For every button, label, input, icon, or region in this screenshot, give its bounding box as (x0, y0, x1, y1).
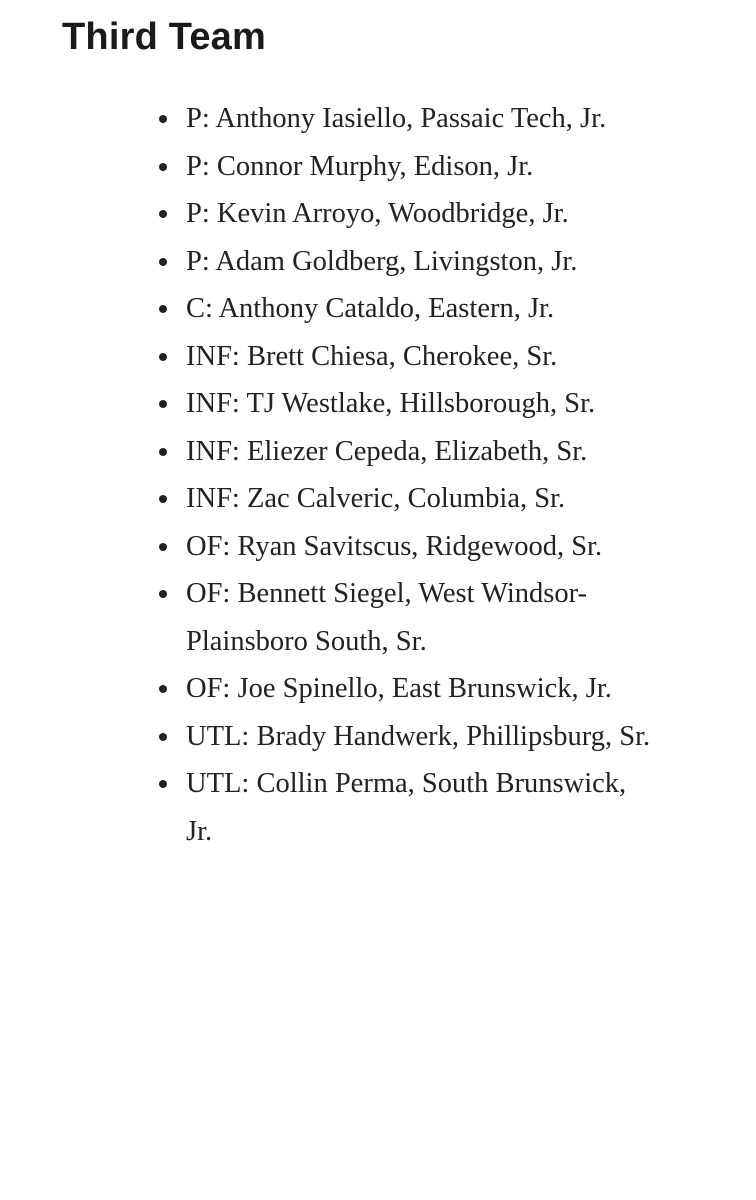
list-item: P: Kevin Arroyo, Woodbridge, Jr. (186, 190, 656, 238)
list-item: INF: Brett Chiesa, Cherokee, Sr. (186, 333, 656, 381)
list-item: C: Anthony Cataldo, Eastern, Jr. (186, 285, 656, 333)
list-item: UTL: Brady Handwerk, Phillipsburg, Sr. (186, 713, 656, 761)
list-item: INF: Zac Calveric, Columbia, Sr. (186, 475, 656, 523)
list-item: OF: Ryan Savitscus, Ridgewood, Sr. (186, 523, 656, 571)
list-item: P: Adam Goldberg, Livingston, Jr. (186, 238, 656, 286)
list-item: P: Connor Murphy, Edison, Jr. (186, 143, 656, 191)
list-item: OF: Joe Spinello, East Brunswick, Jr. (186, 665, 656, 713)
list-item: UTL: Collin Perma, South Brunswick, Jr. (186, 760, 656, 855)
list-item: INF: TJ Westlake, Hillsborough, Sr. (186, 380, 656, 428)
player-list (186, 95, 656, 855)
list-item: OF: Bennett Siegel, West Windsor-Plainsboro South, Sr. (186, 570, 656, 665)
list-item: INF: Eliezer Cepeda, Elizabeth, Sr. (186, 428, 656, 476)
list-item: P: Anthony Iasiello, Passaic Tech, Jr. (186, 95, 656, 143)
section-title: Third Team (62, 16, 266, 58)
